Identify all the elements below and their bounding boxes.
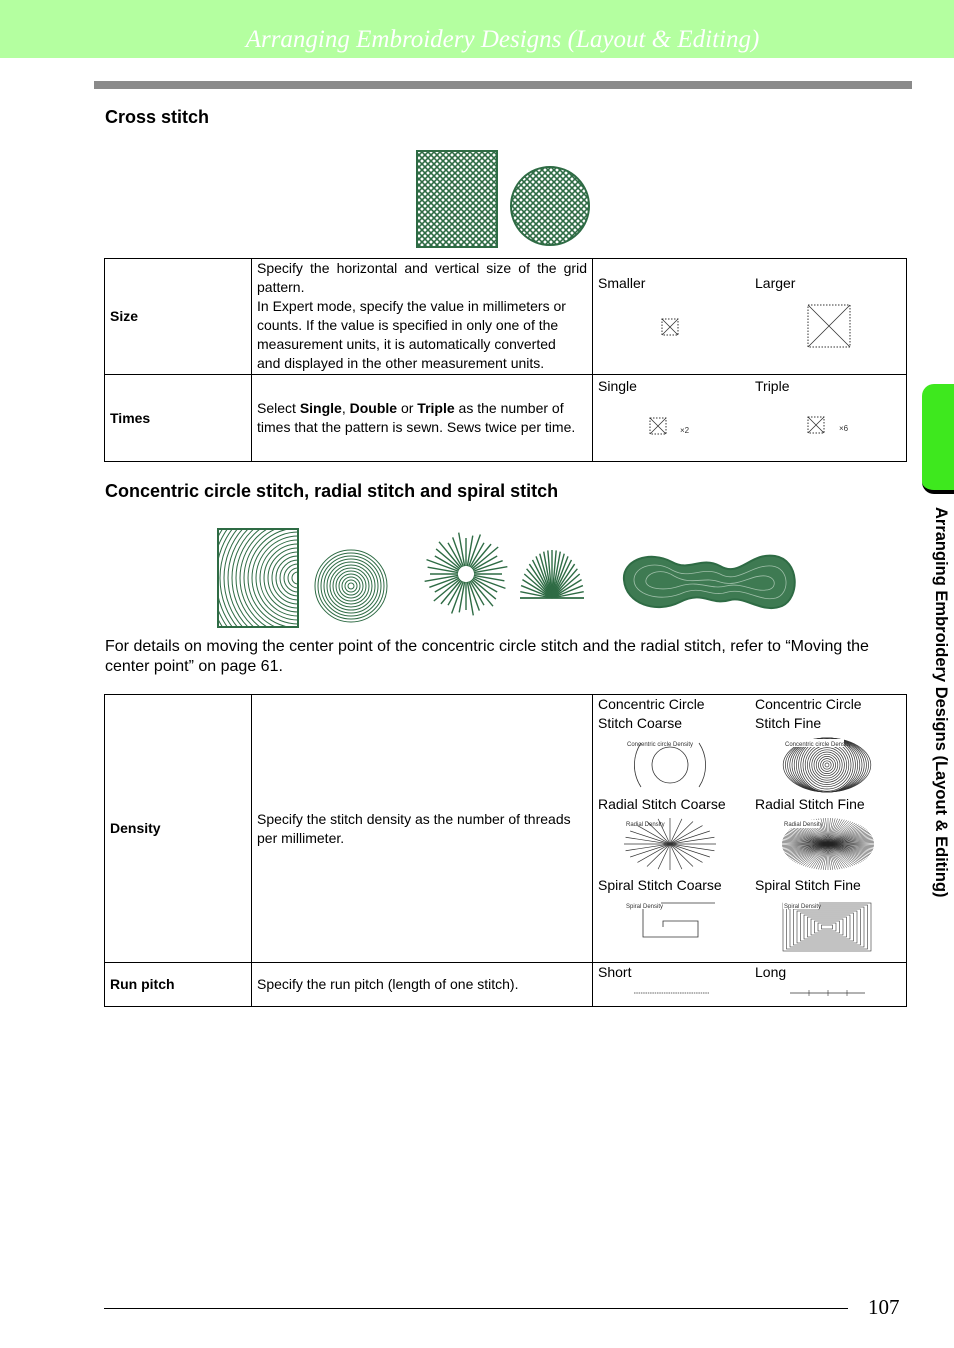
cc-fine-preview xyxy=(781,737,873,793)
radial-coarse-label: Radial Stitch Coarse xyxy=(598,796,726,812)
short-run-preview xyxy=(633,989,713,997)
table-row xyxy=(105,695,907,963)
footer-rule xyxy=(104,1308,848,1309)
cross-stitch-table xyxy=(104,258,907,462)
single-keyword: Single xyxy=(299,400,342,416)
single-label: Single xyxy=(598,378,637,394)
spiral-fine-label: Spiral Stitch Fine xyxy=(755,877,861,893)
smaller-label: Smaller xyxy=(598,275,646,291)
header-banner xyxy=(0,0,954,58)
radial-circle-sample xyxy=(425,533,508,616)
double-keyword: Double xyxy=(349,400,398,416)
row-label-size: Size xyxy=(105,259,252,375)
desc-line: pattern. xyxy=(257,279,305,295)
size-examples xyxy=(593,259,907,375)
concentric-circle-sample xyxy=(315,550,387,622)
large-grid-icon xyxy=(807,304,851,348)
desc-line: Specify the horizontal and vertical size of the grid xyxy=(257,260,587,276)
cc-fine-label: Concentric Circle Stitch Fine xyxy=(755,696,862,731)
triple-grid-icon xyxy=(807,416,825,434)
desc-line: measurement units, it is automatically converted xyxy=(257,336,556,352)
radial-coarse-preview xyxy=(623,818,718,874)
cc-coarse-caption: Concentric circle Density xyxy=(627,742,694,748)
chapter-tab xyxy=(922,384,954,494)
section-title-cross-stitch: Cross stitch xyxy=(105,107,210,127)
chapter-side-text: Arranging Embroidery Designs (Layout & Editing) xyxy=(932,507,950,898)
triple-keyword: Triple xyxy=(417,400,455,416)
long-label: Long xyxy=(755,964,787,980)
small-grid-icon xyxy=(661,318,679,336)
desc-line: times that the pattern is sewn. Sews twice per time. xyxy=(257,419,576,435)
run-pitch-examples xyxy=(593,963,907,1007)
concentric-radial-spiral-figure xyxy=(210,522,810,634)
spiral-fine-preview xyxy=(781,901,876,953)
cross-stitch-figure xyxy=(410,146,600,252)
desc-line: and displayed in the other measurement units. xyxy=(257,355,545,371)
radial-fine-label: Radial Stitch Fine xyxy=(755,796,865,812)
concentric-table xyxy=(104,694,907,1007)
desc-line: counts. If the value is specified in only one of the xyxy=(257,317,559,333)
header-title: Arranging Embroidery Designs (Layout & Editing) xyxy=(245,26,760,53)
cc-fine-caption: Concentric circle Density xyxy=(785,742,852,748)
page-number: 107 xyxy=(868,1295,900,1319)
desc-line: In Expert mode, specify the value in millimeters or xyxy=(257,298,566,314)
table-row xyxy=(105,375,907,462)
cross-stitch-square xyxy=(417,151,497,247)
desc-text: as the number of xyxy=(454,400,564,416)
section-title-concentric: Concentric circle stitch, radial stitch and spiral stitch xyxy=(105,481,559,501)
spiral-coarse-preview xyxy=(623,901,718,951)
radial-fine-preview xyxy=(781,818,876,874)
times-description xyxy=(252,375,593,462)
triple-multiplier: ×6 xyxy=(839,424,849,433)
chapter-side-label xyxy=(930,507,950,947)
short-label: Short xyxy=(598,964,632,980)
table-row xyxy=(105,963,907,1007)
spiral-fine-caption: Spiral Density xyxy=(784,904,822,910)
triple-label: Triple xyxy=(755,378,790,394)
larger-label: Larger xyxy=(755,275,796,291)
times-examples xyxy=(593,375,907,462)
spiral-coarse-label: Spiral Stitch Coarse xyxy=(598,877,722,893)
size-description xyxy=(252,259,593,375)
radial-half-sample xyxy=(520,550,584,598)
radial-fine-caption: Radial Density xyxy=(784,822,823,828)
desc-text: or xyxy=(397,400,418,416)
cc-coarse-preview xyxy=(623,737,713,793)
row-label-density: Density xyxy=(105,695,252,963)
cc-coarse-label: Concentric Circle Stitch Coarse xyxy=(598,696,705,731)
single-multiplier: ×2 xyxy=(680,426,690,435)
concentric-square-sample xyxy=(210,522,298,634)
spiral-coarse-caption: Spiral Density xyxy=(626,904,664,910)
run-pitch-description: Specify the run pitch (length of one stitch). xyxy=(252,963,593,1007)
single-grid-icon xyxy=(649,417,667,435)
density-examples xyxy=(593,695,907,963)
radial-coarse-caption: Radial Density xyxy=(626,822,665,828)
table-row xyxy=(105,259,907,375)
center-point-note: For details on moving the center point of the concentric circle stitch and the radial stitch, refer to “Moving the center point” on page 61. xyxy=(105,638,869,675)
long-run-preview xyxy=(789,989,869,997)
header-rule xyxy=(94,81,912,89)
row-label-times: Times xyxy=(105,375,252,462)
row-label-run-pitch: Run pitch xyxy=(105,963,252,1007)
desc-text: , xyxy=(341,400,350,416)
desc-text: Select xyxy=(257,400,300,416)
density-description: Specify the stitch density as the number of threads per millimeter. xyxy=(252,695,593,963)
cross-stitch-circle xyxy=(511,167,589,245)
spiral-wave-sample xyxy=(624,556,795,608)
